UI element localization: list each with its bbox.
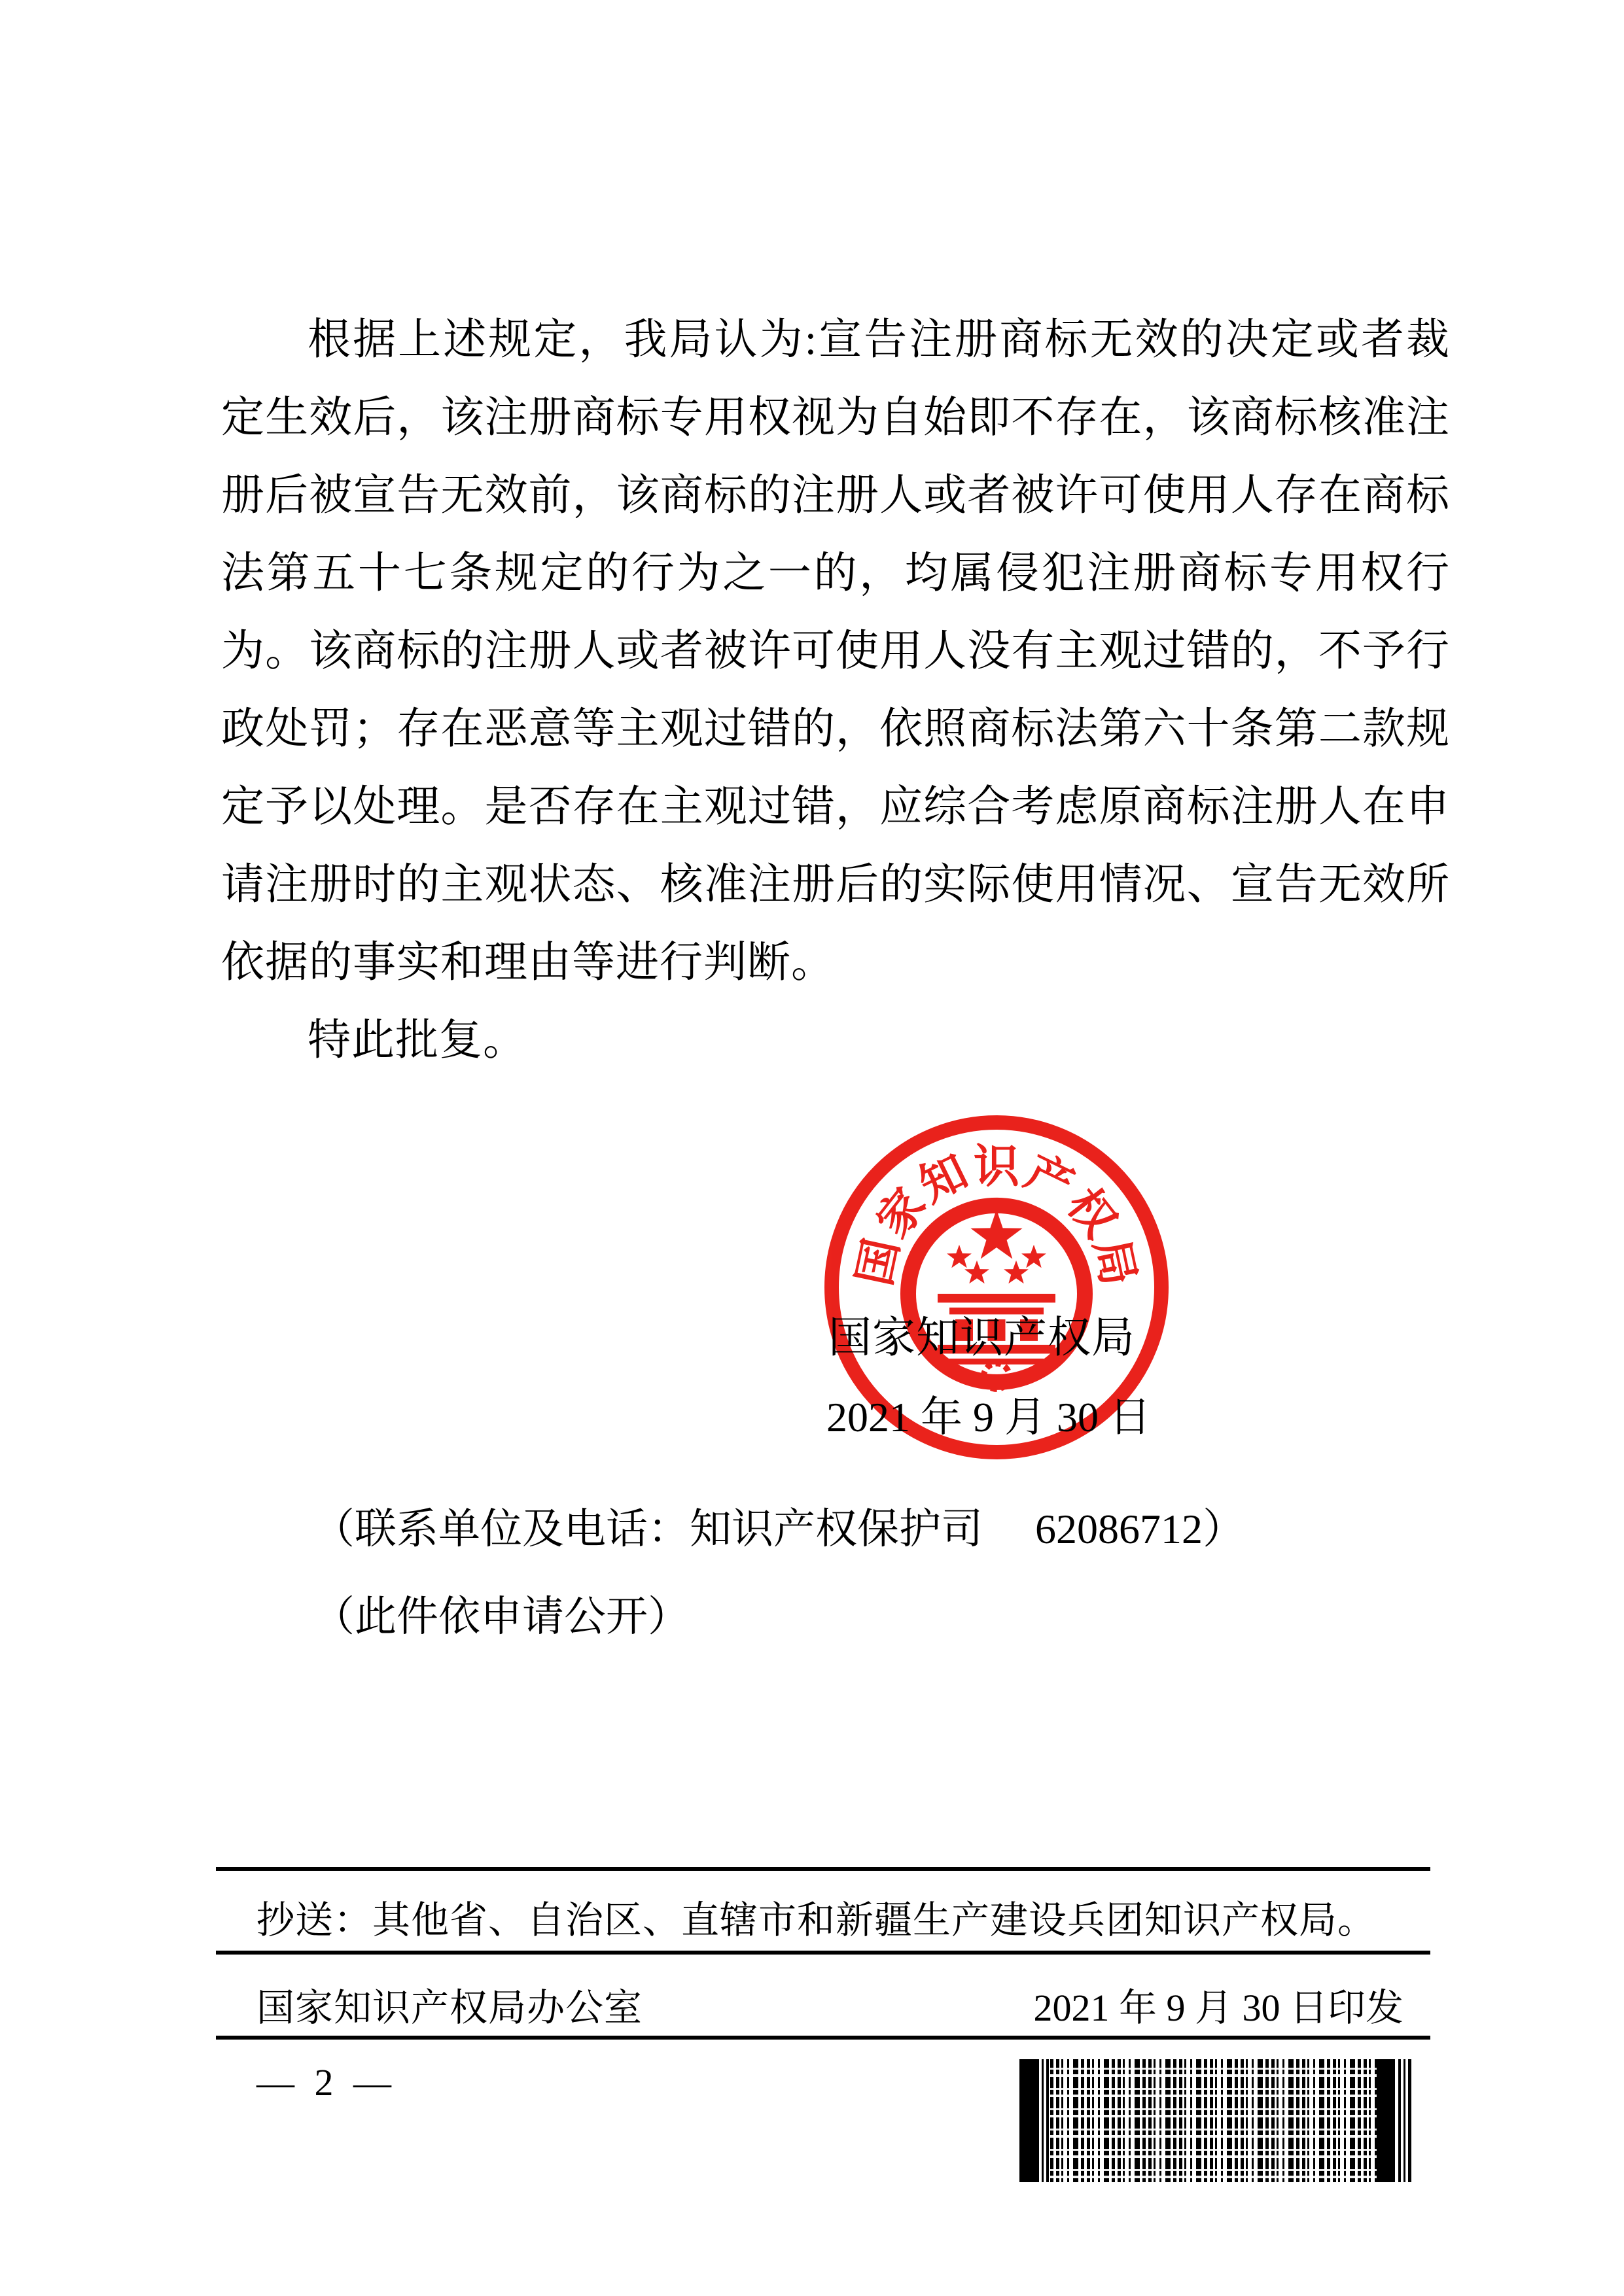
- cc-line: 抄送：其他省、自治区、直辖市和新疆生产建设兵团知识产权局。: [256, 1899, 1377, 1941]
- footer-rule-middle: [216, 1951, 1430, 1955]
- signature-date: 2021 年 9 月 30 日: [826, 1394, 1151, 1440]
- paragraph-closing: 特此批复。: [308, 1017, 527, 1064]
- signature-agency: 国家知识产权局: [828, 1314, 1135, 1362]
- footer-rule-bottom: [216, 2036, 1430, 2040]
- seal-arc-char: 产: [1017, 1147, 1081, 1213]
- contact-note: （联系单位及电话：知识产权保护司 62086712）: [313, 1506, 1244, 1552]
- issuer-office: 国家知识产权局办公室: [256, 1987, 643, 2029]
- barcode: [1019, 2059, 1413, 2182]
- page-number: — 2 —: [256, 2061, 397, 2104]
- paragraph-main: 根据上述规定，我局认为:宣告注册商标无效的决定或者裁定生效后，该注册商标专用权视为自始即不存在，该商标核准注册后被宣告无效前，该商标的注册人或者被许可使用人存在商标法第五十七条规定的行为之一的，均属侵犯注册商标专用权行为。该商标的注册人或者被许可使用人没有主观过错的，不予行政处罚；存在恶意等主观过错的，依照商标法第六十条第二款规定予以处理。是否存在主观过错，应综合考虑原商标注册人在申请注册时的主观状态、核准注册后的实际使用情况、宣告无效所依据的事实和理由等进行判断。: [221, 316, 1450, 986]
- national-emblem-icon: [898, 1186, 1095, 1402]
- seal-arc-char: 局: [1084, 1234, 1144, 1291]
- disclosure-note: （此件依申请公开）: [313, 1593, 690, 1640]
- seal-arc-char: 国: [849, 1234, 909, 1291]
- print-date: 2021 年 9 月 30 日印发: [1033, 1987, 1403, 2029]
- footer-rule-top: [216, 1867, 1430, 1871]
- seal-arc-char: 权: [1057, 1179, 1125, 1247]
- seal-arc-char: 家: [868, 1179, 936, 1247]
- seal-arc-char: 识: [974, 1142, 1019, 1192]
- seal-arc-char: 知: [912, 1147, 976, 1213]
- body-text: [221, 301, 1450, 1079]
